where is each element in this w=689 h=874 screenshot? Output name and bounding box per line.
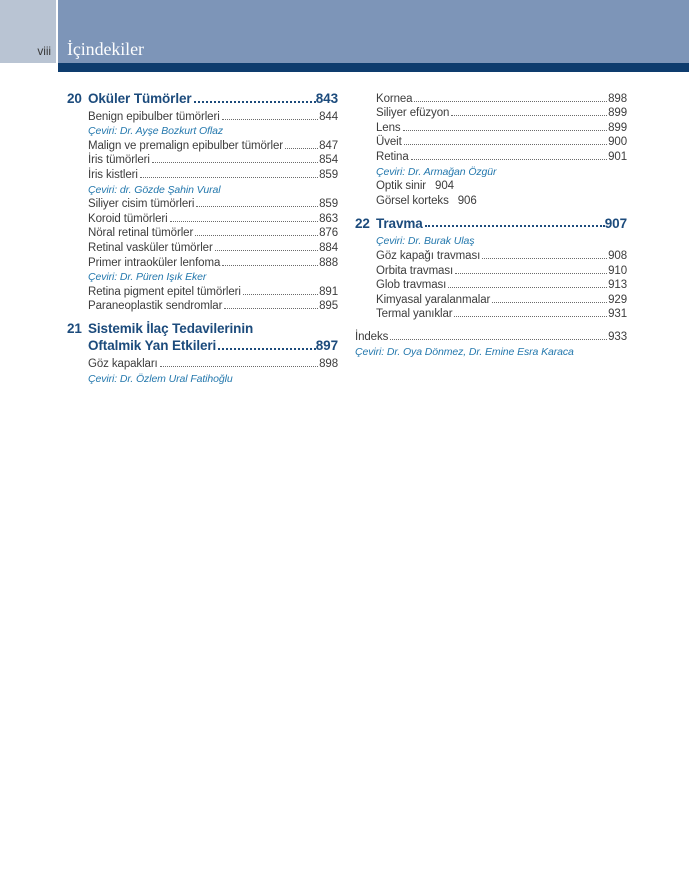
- folio-strip: [0, 0, 56, 63]
- entry-page: 863: [319, 212, 338, 225]
- translator-note: [88, 181, 338, 196]
- entry-label: Göz kapakları: [88, 357, 158, 370]
- toc-entry: [88, 254, 338, 269]
- entry-label: Üveit: [376, 136, 402, 149]
- entry-page: 847: [319, 139, 338, 152]
- toc-entry: [88, 225, 338, 240]
- dot-leader: [425, 225, 605, 227]
- chapter-number: 22: [355, 215, 370, 231]
- translator-note: [88, 269, 338, 284]
- entry-label: İris kistleri: [88, 168, 138, 181]
- translator-note: [88, 370, 338, 385]
- toc-entry: [376, 90, 627, 105]
- entry-label: Glob travması: [376, 279, 447, 292]
- entry-page: 904: [435, 180, 454, 193]
- dot-leader: [222, 119, 318, 120]
- entry-label: Benign epibulber tümörleri: [88, 110, 220, 123]
- chapter-22-section: [355, 215, 627, 321]
- chapter-page: 907: [604, 215, 627, 231]
- entry-page: 931: [608, 308, 627, 321]
- dot-leader: [152, 162, 318, 163]
- entry-label: Kimyasal yaralanmalar: [376, 293, 491, 306]
- dot-leader: [451, 115, 607, 116]
- dot-leader: [195, 235, 318, 236]
- entry-label: Termal yanıklar: [376, 308, 453, 321]
- dot-leader: [482, 258, 607, 259]
- entry-label: Görsel korteks: [376, 194, 449, 207]
- header-banner: [58, 0, 689, 63]
- translator-note: [355, 343, 627, 358]
- entry-page: 844: [319, 110, 338, 123]
- header-rule: [58, 63, 689, 72]
- toc-entry: [88, 210, 338, 225]
- translator-label: Çeviri: Dr. Burak Ulaş: [376, 235, 475, 248]
- toc-entry: [376, 277, 627, 292]
- entry-label: Göz kapağı travması: [376, 249, 481, 262]
- toc-entry: [376, 148, 627, 163]
- entry-label: Paraneoplastik sendromlar: [88, 300, 223, 313]
- entry-label: İndeks: [355, 330, 389, 343]
- entry-page: 859: [319, 168, 338, 181]
- toc-entry: [88, 152, 338, 167]
- entry-label: Retina: [376, 150, 409, 163]
- toc-entry: [376, 178, 627, 193]
- toc-entry: [88, 108, 338, 123]
- entry-label: Nöral retinal tümörler: [88, 227, 194, 240]
- index-section: [355, 328, 627, 357]
- entry-page: 933: [608, 330, 627, 343]
- toc-entry: [376, 119, 627, 134]
- dot-leader: [404, 144, 607, 145]
- toc-entry: [376, 262, 627, 277]
- dot-leader: [454, 316, 607, 317]
- toc-entry: [376, 247, 627, 262]
- toc-entry: [88, 196, 338, 211]
- toc-entry: [88, 239, 338, 254]
- page-title: İçindekiler: [67, 39, 144, 59]
- toc-column-right: [355, 90, 627, 358]
- dot-leader: [285, 148, 318, 149]
- dot-leader: [160, 366, 318, 367]
- dot-leader: [194, 101, 316, 103]
- chapter-heading: [67, 90, 338, 106]
- chapter-page: 843: [315, 91, 338, 106]
- entry-page: 929: [608, 293, 627, 306]
- dot-leader: [222, 265, 318, 266]
- entry-page: 898: [608, 92, 627, 105]
- entry-page: 854: [319, 154, 338, 167]
- entry-label: Orbita travması: [376, 264, 454, 277]
- entry-label: Koroid tümörleri: [88, 212, 168, 225]
- toc-entry: [376, 134, 627, 149]
- translator-label: Çeviri: Dr. Özlem Ural Fatihoğlu: [88, 372, 233, 385]
- chapter-21-section: [67, 320, 338, 384]
- dot-leader: [403, 130, 608, 131]
- translator-label: Çeviri: Dr. Ayşe Bozkurt Oflaz: [88, 125, 223, 138]
- index-entry: [355, 328, 627, 343]
- dot-leader: [170, 221, 319, 222]
- dot-leader: [224, 308, 318, 309]
- dot-leader: [492, 302, 607, 303]
- translator-note: [88, 123, 338, 138]
- entry-page: 910: [608, 264, 627, 277]
- dot-leader: [411, 159, 607, 160]
- toc-entry: [88, 355, 338, 370]
- dot-leader: [243, 294, 318, 295]
- entry-page: 899: [608, 107, 627, 120]
- entry-page: 899: [608, 121, 627, 134]
- entry-page: 891: [319, 285, 338, 298]
- toc-entry: [88, 283, 338, 298]
- dot-leader: [140, 177, 318, 178]
- toc-entry: [88, 166, 338, 181]
- toc-entry: [376, 291, 627, 306]
- chapter-number: 20: [67, 91, 82, 106]
- chapter-number: 21: [67, 321, 82, 337]
- entry-page: 913: [608, 279, 627, 292]
- entry-label: Kornea: [376, 92, 413, 105]
- translator-label: Çeviri: Dr. Oya Dönmez, Dr. Emine Esra Karaca: [355, 345, 574, 358]
- translator-label: Çeviri: Dr. Armağan Özgür: [376, 165, 497, 178]
- dot-leader: [455, 273, 607, 274]
- entry-page: 906: [457, 194, 477, 207]
- entry-label: İris tümörleri: [88, 154, 150, 167]
- entry-label: Lens: [376, 121, 401, 134]
- dot-leader: [448, 287, 607, 288]
- toc-column-left: [67, 90, 338, 385]
- entry-label: Malign ve premalign epibulber tümörler: [88, 139, 283, 152]
- entry-page: 900: [608, 136, 627, 149]
- translator-note: [376, 163, 627, 178]
- page-number-folio: viii: [37, 44, 51, 58]
- translator-label: Çeviri: Dr. Püren Işık Eker: [88, 271, 207, 284]
- dot-leader: [414, 101, 607, 102]
- entry-page: 859: [319, 198, 338, 211]
- entry-label: Retina pigment epitel tümörleri: [88, 285, 241, 298]
- chapter-20-section: [67, 90, 338, 312]
- dot-leader: [196, 206, 318, 207]
- translator-note: [376, 233, 627, 248]
- entry-page: 884: [319, 241, 338, 254]
- chapter-heading: [355, 215, 627, 231]
- toc-entry: [376, 306, 627, 321]
- dot-leader: [215, 250, 318, 251]
- toc-entry: [88, 298, 338, 313]
- toc-entry: [376, 192, 627, 207]
- entry-page: 888: [319, 256, 338, 269]
- entry-label: Optik sinir: [376, 180, 427, 193]
- chapter-title-line1: Sistemik İlaç Tedavilerinin: [88, 321, 254, 337]
- dot-leader: [218, 348, 316, 350]
- entry-page: 908: [608, 249, 627, 262]
- entry-label: Siliyer cisim tümörleri: [88, 198, 195, 211]
- translator-label: Çeviri: dr. Gözde Şahin Vural: [88, 183, 221, 196]
- entry-label: Retinal vasküler tümörler: [88, 241, 213, 254]
- chapter-title: Travma: [376, 215, 423, 231]
- chapter-title: Oküler Tümörler: [88, 91, 192, 106]
- entry-page: 876: [319, 227, 338, 240]
- entry-page: 898: [319, 357, 338, 370]
- chapter-heading-line2: [67, 337, 338, 353]
- chapter-title-line2: Oftalmik Yan Etkileri: [88, 338, 217, 354]
- dot-leader: [390, 339, 607, 340]
- chapter-page: 897: [315, 338, 338, 354]
- toc-entry: [376, 105, 627, 120]
- entry-label: Siliyer efüzyon: [376, 107, 450, 120]
- toc-entry: [88, 137, 338, 152]
- chapter-heading: [67, 320, 338, 336]
- entry-page: 901: [608, 150, 627, 163]
- entry-page: 895: [319, 300, 338, 313]
- chapter-21-continued-section: [355, 90, 627, 207]
- entry-label: Primer intraoküler lenfoma: [88, 256, 221, 269]
